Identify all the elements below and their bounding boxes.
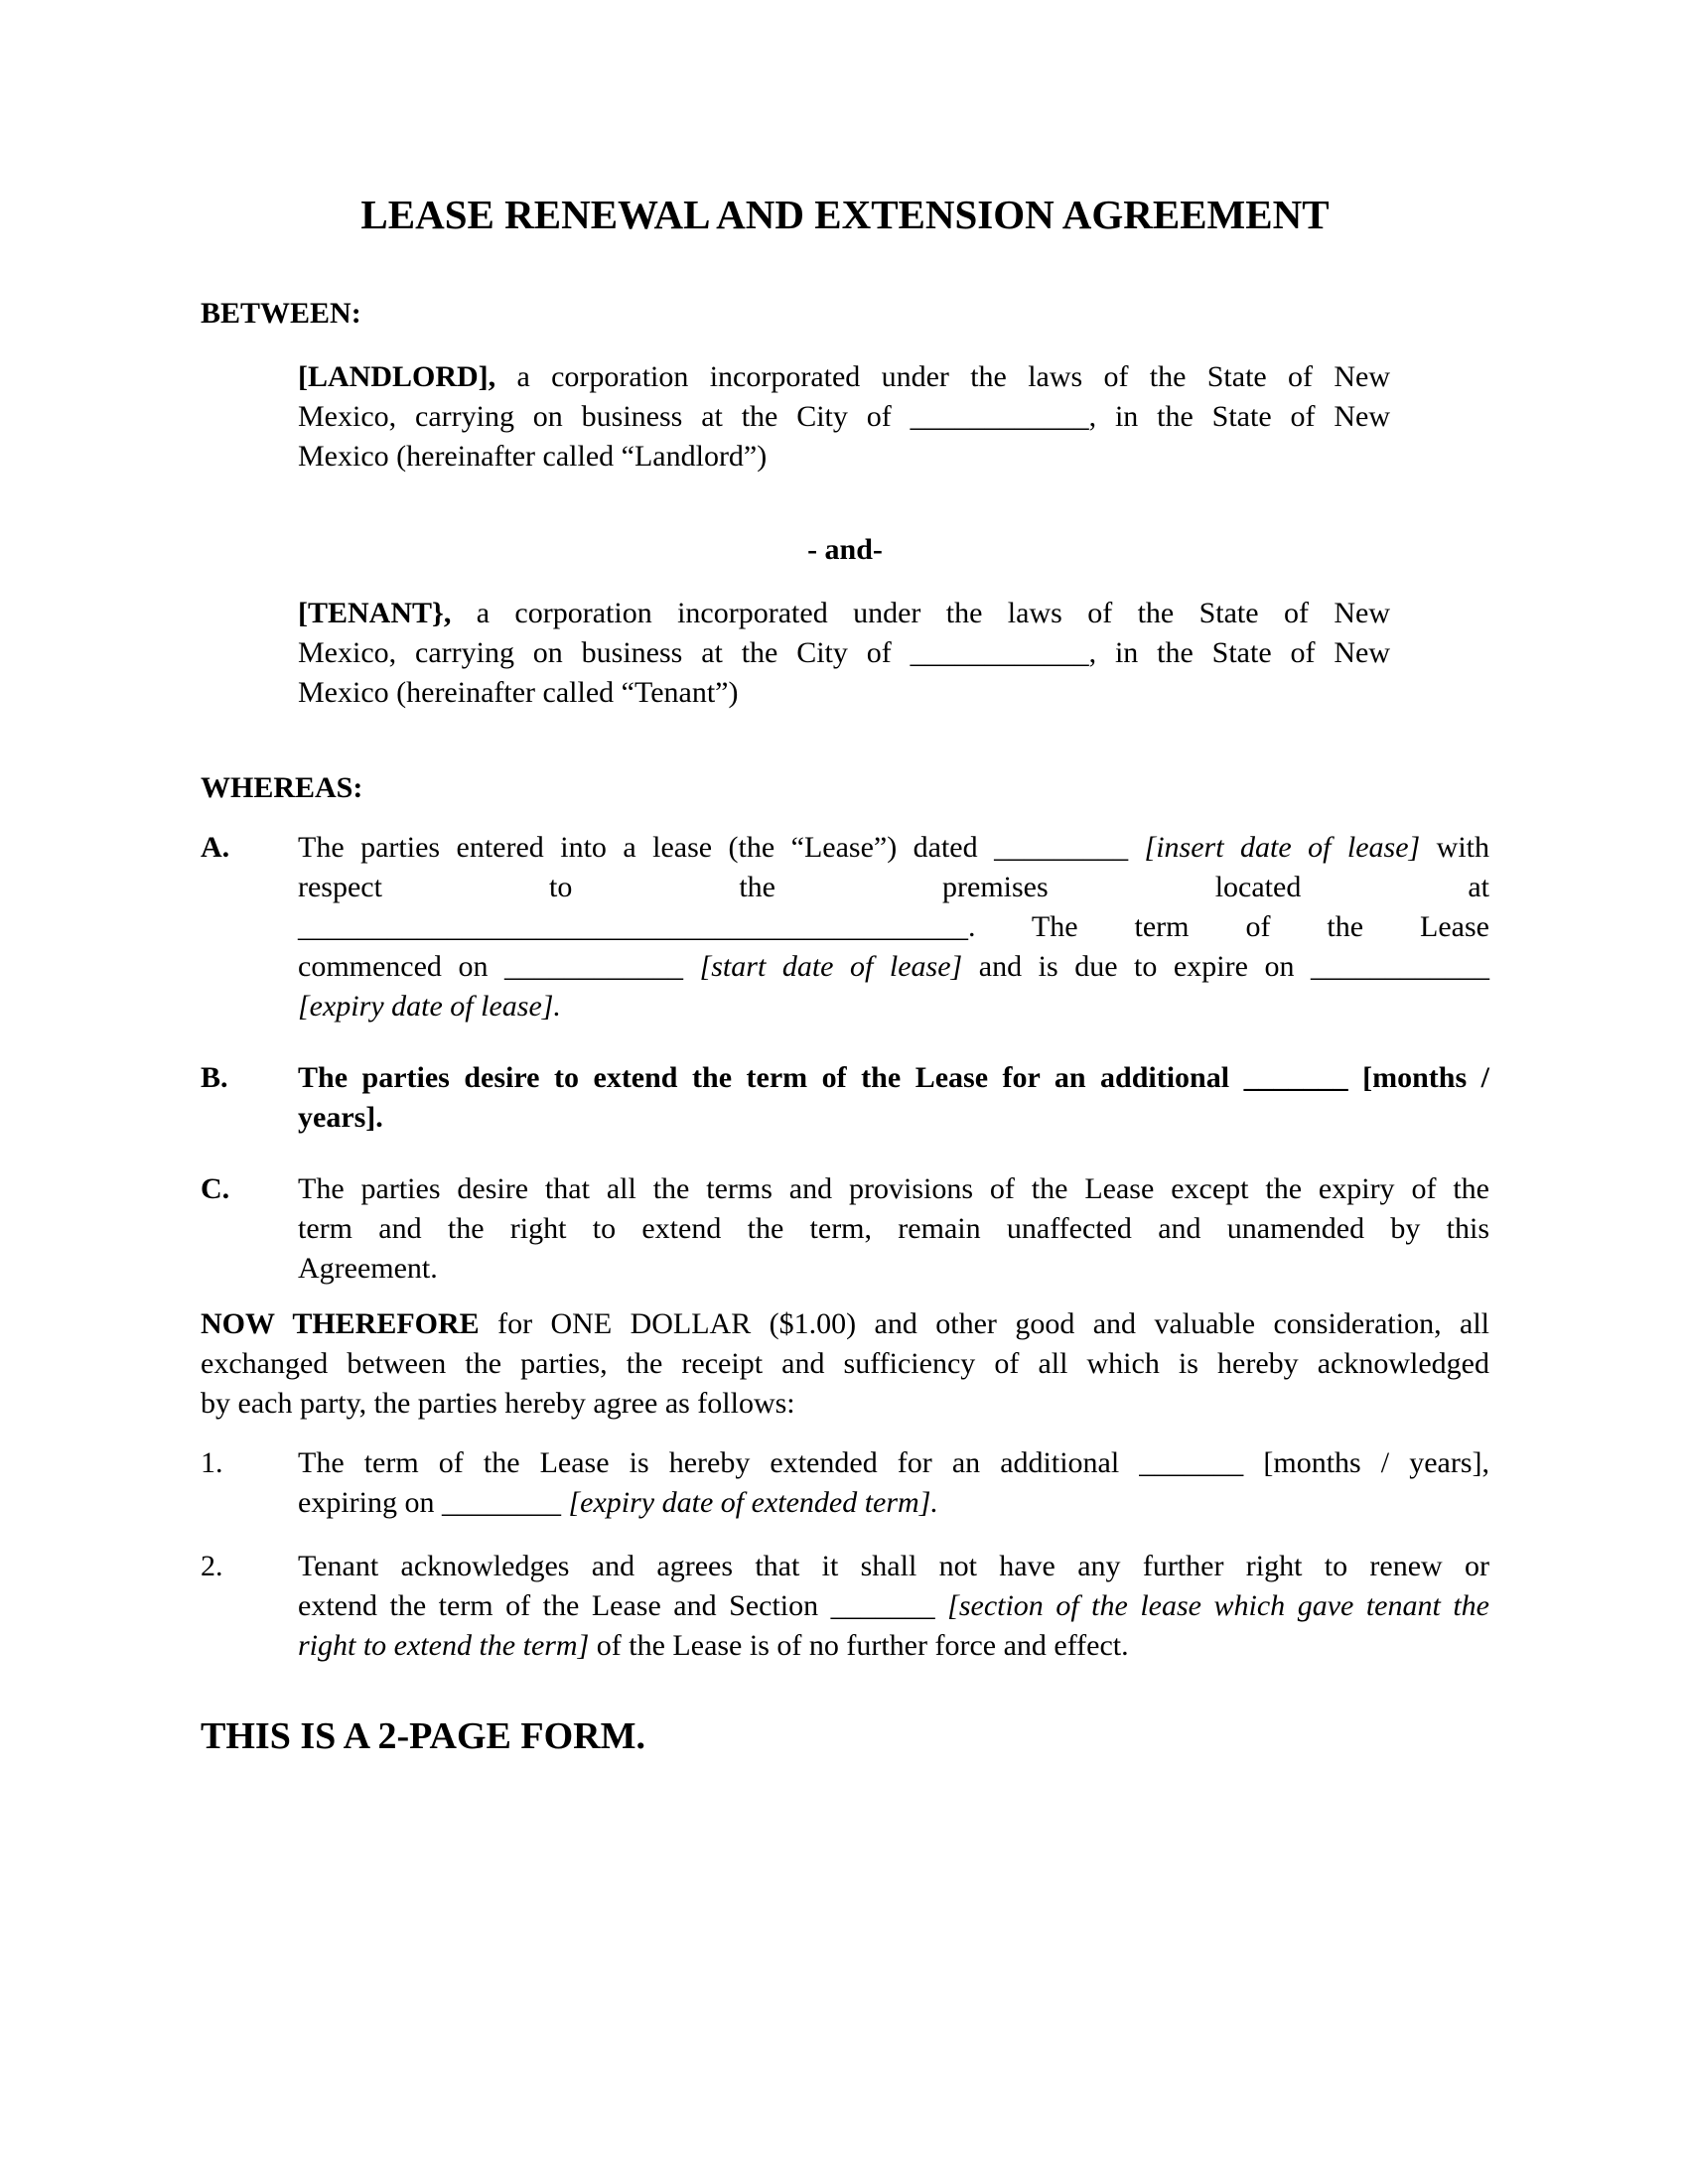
text-segment: [LANDLORD], (298, 360, 496, 393)
text-segment: Mexico, carrying on business at the City of ____________, in the State of New (298, 636, 1390, 669)
and-separator: - and- (807, 533, 883, 566)
text-segment: NOW THEREFORE (201, 1307, 480, 1340)
text-segment: [TENANT}, (298, 597, 452, 629)
whereas-label: WHEREAS: (201, 771, 363, 804)
text-segment: respect to the premises located at (298, 871, 1489, 903)
text-line (201, 1384, 1489, 1424)
text-line (298, 907, 1489, 947)
text-line (298, 947, 1489, 987)
text-segment: [expiry date of lease]. (298, 990, 561, 1023)
text-segment: expiring on ________ (298, 1486, 569, 1519)
text-segment: The term of the Lease is hereby extended for an additional _______ [months / years], (298, 1446, 1489, 1479)
text-segment: Mexico (hereinafter called “Landlord”) (298, 440, 768, 473)
clause-marker-a: A. (201, 831, 230, 864)
text-line (298, 1547, 1489, 1586)
whereas-clause-a (201, 828, 1489, 1026)
text-line (298, 1098, 1489, 1138)
text-line (298, 1483, 1489, 1523)
whereas-clause-b (201, 1058, 1489, 1138)
text-line (298, 633, 1390, 673)
text-segment: extend the term of the Lease and Section _______ (298, 1589, 948, 1622)
text-segment: The parties desire that all the terms and provisions of the Lease except the expiry of the (298, 1172, 1489, 1205)
text-segment: [section of the lease which gave tenant the (947, 1589, 1489, 1622)
text-line (298, 987, 1489, 1026)
text-segment: and is due to expire on ____________ (962, 950, 1489, 983)
document-title: LEASE RENEWAL AND EXTENSION AGREEMENT (360, 192, 1330, 237)
text-line (298, 1586, 1489, 1626)
text-segment: Mexico (hereinafter called “Tenant”) (298, 676, 739, 709)
clause-body-b (298, 1058, 1489, 1138)
now-therefore-paragraph (201, 1304, 1489, 1424)
text-line (298, 1249, 1489, 1289)
text-segment: for ONE DOLLAR ($1.00) and other good and valuable consideration, all (479, 1307, 1490, 1340)
text-segment: [expiry date of extended term]. (568, 1486, 938, 1519)
text-line (201, 1344, 1489, 1384)
text-segment: [insert date of lease] (1144, 831, 1421, 864)
text-line (298, 1626, 1489, 1666)
text-line (298, 357, 1390, 397)
text-segment: with (1420, 831, 1489, 864)
clause-marker-c: C. (201, 1172, 230, 1205)
clause-body-1 (298, 1443, 1489, 1523)
text-line (298, 868, 1489, 907)
text-line (298, 1209, 1489, 1249)
text-segment: Tenant acknowledges and agrees that it shall not have any further right to renew or (298, 1550, 1489, 1582)
clause-body-2 (298, 1547, 1489, 1666)
between-label: BETWEEN: (201, 297, 361, 330)
text-segment: years]. (298, 1101, 383, 1134)
text-line (298, 397, 1390, 437)
agreement-clause-1 (201, 1443, 1489, 1523)
text-segment: a corporation incorporated under the laws of the State of New (495, 360, 1390, 393)
text-segment: a corporation incorporated under the laws of the State of New (451, 597, 1390, 629)
text-segment: exchanged between the parties, the receipt and sufficiency of all which is hereby acknowledged (201, 1347, 1489, 1380)
clause-marker-2: 2. (201, 1550, 223, 1582)
text-line (298, 594, 1390, 633)
clause-body-c (298, 1169, 1489, 1289)
text-segment: _____________________________________________. The term of the Lease (298, 910, 1489, 943)
text-segment: by each party, the parties hereby agree as follows: (201, 1387, 795, 1420)
whereas-clause-c (201, 1169, 1489, 1289)
text-line (298, 673, 1390, 713)
clause-body-a (298, 828, 1489, 1026)
text-line (298, 828, 1489, 868)
text-segment: Mexico, carrying on business at the City of ____________, in the State of New (298, 400, 1390, 433)
tenant-paragraph (298, 594, 1390, 713)
text-segment: of the Lease is of no further force and effect. (589, 1629, 1129, 1662)
text-segment: The parties desire to extend the term of the Lease for an additional _______ [months / (298, 1061, 1489, 1094)
text-segment: [start date of lease] (699, 950, 963, 983)
text-segment: term and the right to extend the term, remain unaffected and unamended by this (298, 1212, 1489, 1245)
clause-marker-1: 1. (201, 1446, 223, 1479)
text-line (201, 1304, 1489, 1344)
landlord-paragraph (298, 357, 1390, 477)
text-segment: commenced on ____________ (298, 950, 700, 983)
text-segment: Agreement. (298, 1252, 438, 1285)
text-line (298, 1058, 1489, 1098)
text-segment: right to extend the term] (298, 1629, 590, 1662)
text-segment: The parties entered into a lease (the “Lease”) dated _________ (298, 831, 1145, 864)
page-count-note: THIS IS A 2-PAGE FORM. (201, 1715, 645, 1757)
clause-marker-b: B. (201, 1061, 228, 1094)
text-line (298, 1443, 1489, 1483)
text-line (298, 1169, 1489, 1209)
agreement-clause-2 (201, 1547, 1489, 1666)
text-line (298, 437, 1390, 477)
